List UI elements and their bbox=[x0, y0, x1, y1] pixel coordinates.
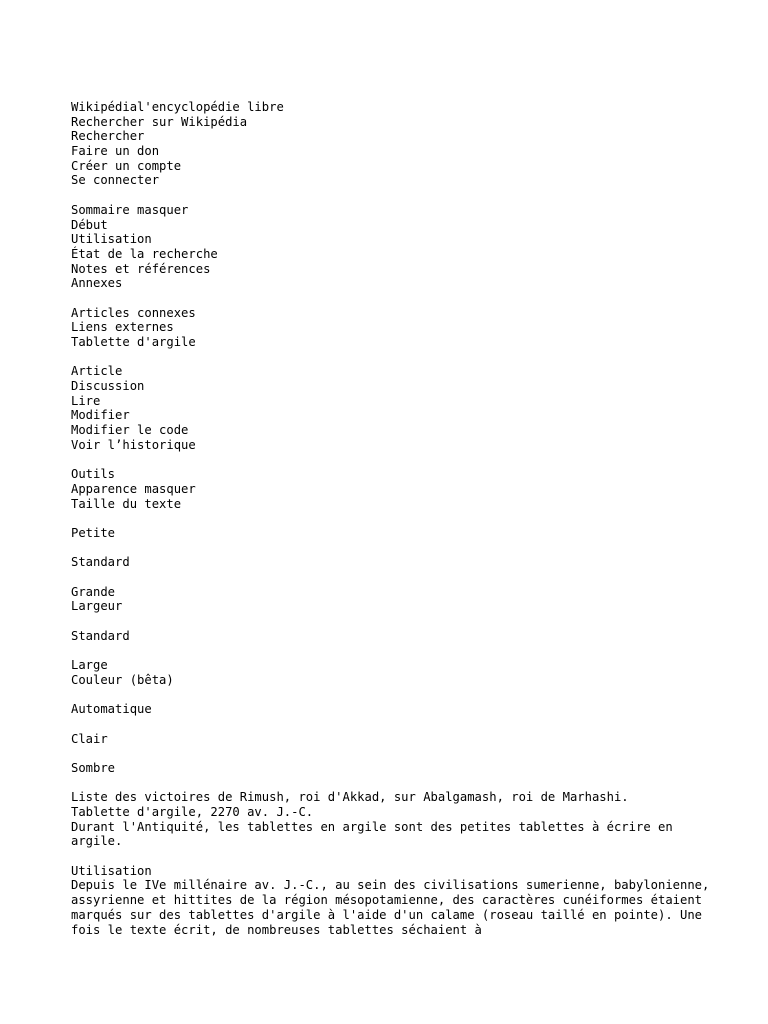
search-button[interactable]: Rechercher bbox=[71, 129, 145, 144]
text-size-small-option[interactable]: Petite bbox=[71, 525, 116, 540]
width-label: Largeur bbox=[71, 599, 123, 614]
login-link[interactable]: Se connecter bbox=[71, 173, 160, 188]
color-label: Couleur (bêta) bbox=[71, 672, 174, 687]
text-size-standard-option[interactable]: Standard bbox=[71, 555, 130, 570]
text-size-large-option[interactable]: Grande bbox=[71, 584, 116, 599]
toc-item-articles-connexes[interactable]: Articles connexes bbox=[71, 305, 196, 320]
utilisation-paragraph: Depuis le IVe millénaire av. J.-C., au sein des civilisations sumerienne, babylonienne, assyrienne et hittites de la région mésopotamienne, des caractères cunéiformes étaient marqués sur des tablettes d'argile à l'aide d'un calame (roseau taillé en pointe). Une fois le texte écrit, de nombreuses tablettes séchaient à bbox=[71, 878, 710, 937]
spacer bbox=[71, 453, 711, 468]
search-input[interactable]: Rechercher sur Wikipédia bbox=[71, 114, 248, 129]
width-large-option[interactable]: Large bbox=[71, 658, 108, 673]
spacer bbox=[71, 570, 711, 585]
toc-item-utilisation[interactable]: Utilisation bbox=[71, 232, 152, 247]
spacer bbox=[71, 717, 711, 732]
tab-article[interactable]: Article bbox=[71, 364, 123, 379]
appearance-title[interactable]: Apparence masquer bbox=[71, 481, 196, 496]
toc-item-liens-externes[interactable]: Liens externes bbox=[71, 320, 174, 335]
spacer bbox=[71, 541, 711, 556]
spacer bbox=[71, 350, 711, 365]
page-content bbox=[71, 100, 711, 937]
toc-item-annexes[interactable]: Annexes bbox=[71, 276, 123, 291]
tools-menu[interactable]: Outils bbox=[71, 467, 116, 482]
toc-item-etat-recherche[interactable]: État de la recherche bbox=[71, 246, 218, 261]
toc-item-debut[interactable]: Début bbox=[71, 217, 108, 232]
tab-read[interactable]: Lire bbox=[71, 393, 101, 408]
width-standard-option[interactable]: Standard bbox=[71, 628, 130, 643]
spacer bbox=[71, 746, 711, 761]
spacer bbox=[71, 688, 711, 703]
spacer bbox=[71, 849, 711, 864]
text-size-label: Taille du texte bbox=[71, 496, 182, 511]
toc-title[interactable]: Sommaire masquer bbox=[71, 202, 189, 217]
color-light-option[interactable]: Clair bbox=[71, 731, 108, 746]
site-logo[interactable]: Wikipédial'encyclopédie libre bbox=[71, 100, 284, 114]
spacer bbox=[71, 291, 711, 306]
spacer bbox=[71, 614, 711, 629]
section-heading-utilisation: Utilisation bbox=[71, 863, 152, 878]
figure-caption: Liste des victoires de Rimush, roi d'Akkad, sur Abalgamash, roi de Marhashi. bbox=[71, 790, 629, 805]
page-title: Tablette d'argile bbox=[71, 335, 196, 349]
color-dark-option[interactable]: Sombre bbox=[71, 760, 116, 775]
spacer bbox=[71, 188, 711, 203]
spacer bbox=[71, 776, 711, 791]
spacer bbox=[71, 643, 711, 658]
donate-link[interactable]: Faire un don bbox=[71, 144, 160, 159]
intro-paragraph: Durant l'Antiquité, les tablettes en argile sont des petites tablettes à écrire en argile. bbox=[71, 819, 673, 849]
tab-history[interactable]: Voir l’historique bbox=[71, 437, 196, 452]
tab-discussion[interactable]: Discussion bbox=[71, 379, 145, 394]
color-automatic-option[interactable]: Automatique bbox=[71, 702, 152, 717]
create-account-link[interactable]: Créer un compte bbox=[71, 158, 182, 173]
tab-edit[interactable]: Modifier bbox=[71, 408, 130, 423]
spacer bbox=[71, 511, 711, 526]
toc-item-notes-references[interactable]: Notes et références bbox=[71, 261, 211, 276]
tab-edit-source[interactable]: Modifier le code bbox=[71, 423, 189, 438]
figure-caption-date: Tablette d'argile, 2270 av. J.-C. bbox=[71, 805, 314, 819]
